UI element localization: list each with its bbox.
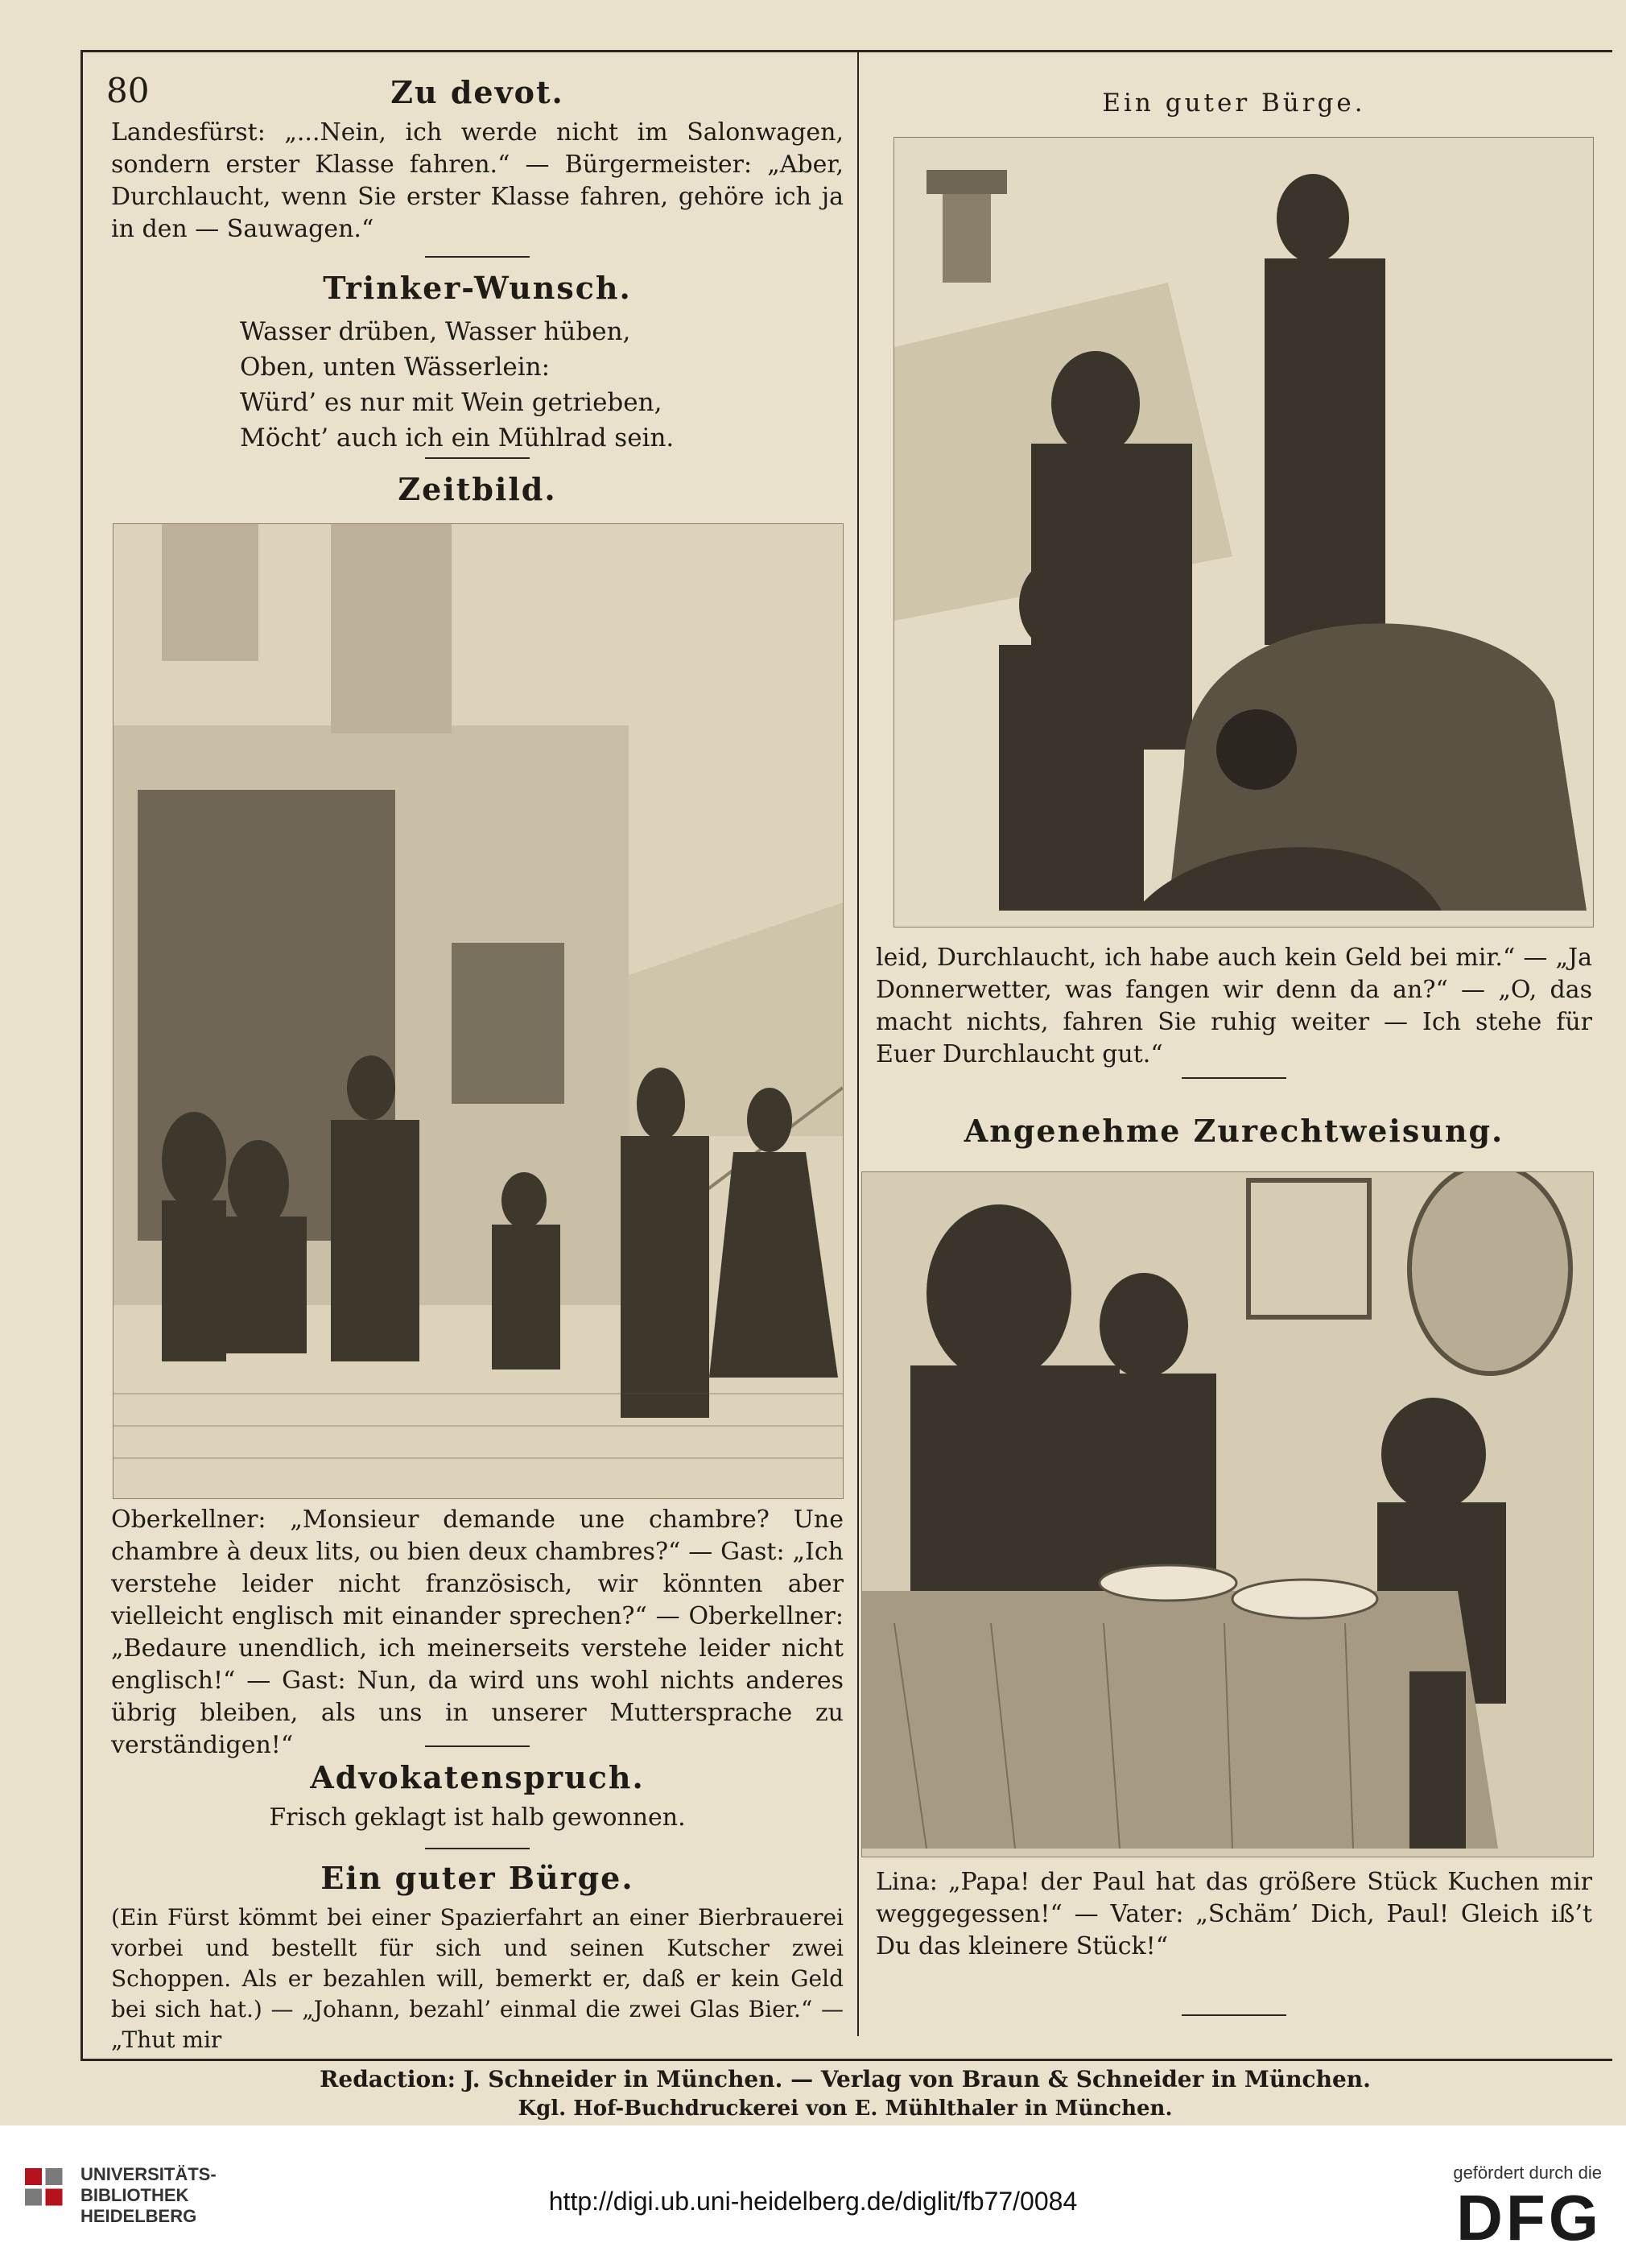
section-zeitbild-title (111, 471, 844, 507)
section-trinker-wunsch (111, 270, 844, 456)
illustration-zurechtweisung (861, 1171, 1594, 1857)
text-advokatenspruch: Frisch geklagt ist halb gewonnen. (269, 1803, 686, 1832)
library-name-line: BIBLIOTHEK (80, 2185, 189, 2205)
viewer-footer-bar (0, 2125, 1626, 2268)
caption-ein-guter-buerge: Ein guter Bürge. (1102, 89, 1366, 118)
library-name-line: UNIVERSITÄTS- (80, 2164, 217, 2184)
engraving-carriage-scene (894, 138, 1593, 927)
title-advokatenspruch: Advokatenspruch. (310, 1759, 645, 1795)
library-name-line: HEIDELBERG (80, 2206, 197, 2226)
section-zeitbild-text (111, 1504, 844, 1762)
title-zurechtweisung: Angenehme Zurechtweisung. (964, 1113, 1504, 1149)
verse-line: Wasser drüben, Wasser hüben, (240, 317, 631, 346)
title-zeitbild: Zeitbild. (398, 471, 557, 507)
engraving-family-table (862, 1172, 1593, 1857)
section-buerge-continued (876, 942, 1592, 1071)
caption-buerge-illustration (876, 89, 1592, 118)
separator (1182, 2014, 1286, 2016)
footer-printer: Kgl. Hof-Buchdruckerei von E. Mühlthaler in München. (518, 2097, 1173, 2121)
page-number: 80 (106, 71, 150, 110)
verse-line: Möcht’ auch ich ein Mühlrad sein. (240, 423, 675, 452)
section-zu-devot (111, 74, 844, 246)
separator (425, 1848, 530, 1849)
section-ein-guter-buerge (111, 1860, 844, 2055)
text-buerge-continued: leid, Durchlaucht, ich habe auch kein Geld bei mir.“ — „Ja Donnerwetter, was fangen wir denn da an?“ — „O, das macht nichts, fahren Sie ruhig weiter — Ich stehe für Euer Durchlaucht gut.“ (876, 944, 1592, 1068)
text-zeitbild: Oberkellner: „Monsieur demande une chambre? Une chambre à deux lits, ou bien deux chambres?“ — Gast: „Ich verstehe leider nicht französisch, wir könnten aber vielleicht englisch mit einander sprechen?“ — Oberkellner: „Bedaure unendlich, ich meinerseits verstehe leider nicht englisch!“ — Gast: Nun, da wird uns wohl nichts anderes übrig bleiben, als uns in unserer Muttersprache zu verständigen!“ (111, 1506, 844, 1759)
funded-by-text: gefördert durch die (1453, 2163, 1602, 2183)
illustration-buerge (893, 137, 1594, 927)
text-zurechtweisung: Lina: „Papa! der Paul hat das größere Stück Kuchen mir weggegessen!“ — Vater: „Schäm’ Dich, Paul! Gleich iß’t Du das kleinere Stück!“ (876, 1868, 1592, 1960)
engraving-hotel-scene (113, 524, 843, 1498)
separator (425, 256, 530, 258)
text-ein-guter-buerge: (Ein Fürst kömmt bei einer Spazierfahrt an einer Bierbrauerei vorbei und bestellt für sich und seinen Kutscher zwei Schoppen. Als er bezahlen will, bemerkt er, daß er kein Geld bei sich hat.) — „Johann, bezahl’ einmal die zwei Glas Bier.“ — „Thut mir (111, 1904, 844, 2053)
text-zu-devot: Landesfürst: „...Nein, ich werde nicht im Salonwagen, sondern erster Klasse fahren.“ — Bürgermeister: „Aber, Durchlaucht, wenn Sie erster Klasse fahren, gehöre ich ja in den — Sauwagen.“ (111, 118, 844, 243)
section-advokatenspruch (111, 1759, 844, 1834)
section-zurechtweisung-text (876, 1866, 1592, 1963)
title-zu-devot: Zu devot. (390, 74, 564, 110)
section-zurechtweisung-title (876, 1113, 1592, 1149)
title-trinker-wunsch: Trinker-Wunsch. (323, 270, 632, 306)
source-url-link[interactable]: http://digi.ub.uni-heidelberg.de/diglit/fb77/0084 (548, 2187, 1078, 2216)
verse-line: Oben, unten Wässerlein: (240, 353, 551, 382)
title-ein-guter-buerge: Ein guter Bürge. (320, 1860, 634, 1896)
footer-redaction: Redaction: J. Schneider in München. — Verlag von Braun & Schneider in München. (320, 2066, 1371, 2092)
illustration-zeitbild (113, 523, 844, 1499)
verse-line: Würd’ es nur mit Wein getrieben, (240, 388, 662, 417)
dfg-logo: DFG (1456, 2182, 1602, 2254)
column-divider (857, 52, 859, 2036)
separator (425, 1745, 530, 1747)
separator (425, 457, 530, 459)
separator (1182, 1077, 1286, 1079)
